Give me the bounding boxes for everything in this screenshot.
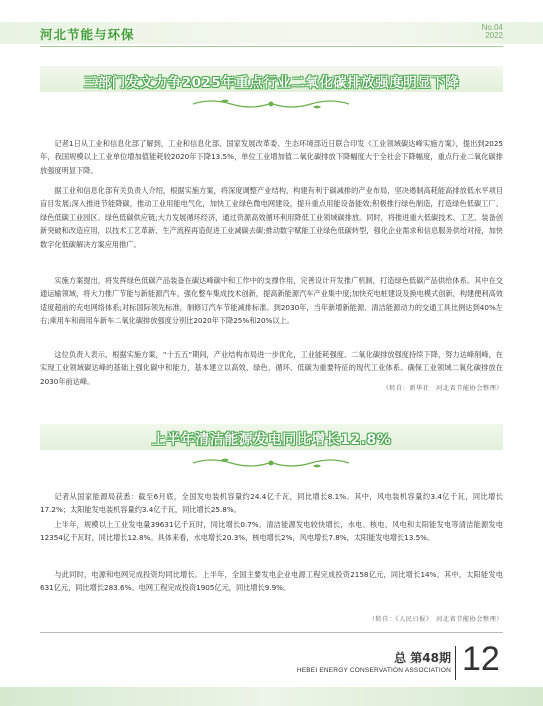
article2-paragraph: 与此同时，电源和电网完成投资均同比增长。上半年，全国主要发电企业电源工程完成投资2158亿元，同比增长14%。其中，太阳能发电631亿元，同比增长283.6%。电网工程完成投资1905亿元，同比增长9.9%。	[40, 570, 503, 593]
issue-no-label: No.04	[481, 23, 503, 32]
issue-total-label: 总 第48期	[394, 651, 451, 665]
article1-source: （转自：新华社 河北省节能协会整理）	[382, 385, 503, 392]
publication-english-name: HEBEI ENERGY CONSERVATION ASSOCIATION	[296, 667, 451, 674]
footer-separator	[455, 646, 456, 680]
footer-rule	[40, 632, 503, 633]
page-footer	[0, 640, 543, 706]
article1-paragraph: 记者1日从工业和信息化部了解到，工业和信息化部、国家发展改革委、生态环境部近日联合印发《工业领域碳达峰实施方案》，提出到2025年，我国规模以上工业单位增加值能耗较2020年下降13.5%，单位工业增加值二氧化碳排放下降幅度大于全社会下降幅度，重点行业二氧化碳排放强度明显下降。	[40, 139, 503, 175]
publication-title: 河北节能与环保	[40, 27, 135, 42]
title-ornament-icon	[191, 457, 351, 469]
article2-source: （转自：《人民日报》 河北省节能协会整理）	[368, 616, 503, 623]
header-rule	[40, 46, 503, 47]
article1-paragraph: 据工业和信息化部有关负责人介绍，根据实施方案，将深度调整产业结构，构建有利于碳减排的产业布局，坚决遏制高耗能高排放低水平项目盲目发展;深入推进节能降碳，推动工业用能电气化，加快工业绿色微电网建设，提升重点用能设备能效;积极推行绿色制造，打造绿色低碳工厂、绿色低碳工业园区、绿色低碳供应链;大力发展循环经济，通过资源高效循环利用降低工业领域碳排放。同时，将推进重大低碳技术、工艺、装备创新突破和改造应用，以技术工艺革新、生产流程再造促进工业减碳去碳;推动数字赋能工业绿色低碳转型，强化企业需求和信息服务供给对接，加快数字化低碳解决方案应用推广。	[40, 186, 503, 249]
title-ornament-icon	[191, 98, 351, 110]
article1-paragraph: 实施方案提出，将发挥绿色低碳产品装备在碳达峰碳中和工作中的支撑作用，完善设计开发推广机制，打造绿色低碳产品供给体系。其中在交通运输领域，将大力推广节能与新能源汽车，强化整车集成技术创新，提高新能源汽车产业集中度;加快充电桩建设及换电模式创新，构建便利高效适度超前的充电网络体系;对标国际领先标准，制修订汽车节能减排标准。到2030年，当年新增新能源、清洁能源动力的交通工具比例达到40%左右;乘用车和商用车新车二氧化碳排放强度分别比2020年下降25%和20%以上。	[40, 276, 503, 326]
page-header	[0, 0, 543, 52]
page-number: 12	[462, 640, 500, 678]
article2-paragraph: 记者从国家能源局获悉：截至6月底，全国发电装机容量约24.4亿千瓦，同比增长8.1%。其中，风电装机容量约3.4亿千瓦，同比增长17.2%；太阳能发电装机容量约3.4亿千瓦，同比增长25.8%。	[40, 492, 503, 515]
footer-band	[0, 687, 543, 706]
article2-title: 上半年清洁能源发电同比增长12.8%	[151, 432, 392, 448]
article2-paragraph: 上半年，规模以上工业发电量39631亿千瓦时，同比增长0.7%。清洁能源发电较快增长，水电、核电、风电和太阳能发电等清洁能源发电12354亿千瓦时，同比增长12.8%。具体来看，水电增长20.3%，核电增长2%，风电增长7.8%，太阳能发电增长13.5%。	[40, 520, 503, 543]
article1-paragraph: 这位负责人表示，根据实施方案，“十五五”期间，产业结构布局进一步优化，工业能耗强度、二氧化碳排放强度持续下降，努力达峰削峰，在实现工业领域碳达峰的基础上强化碳中和能力，基本建立以高效、绿色、循环、低碳为重要特征的现代工业体系。确保工业领域二氧化碳排放在2030年前达峰。	[40, 350, 503, 386]
issue-year: 2022	[485, 31, 503, 40]
article1-title: 三部门发文力争2025年重点行业二氧化碳排放强度明显下降	[83, 75, 460, 91]
issue-number	[482, 24, 503, 40]
